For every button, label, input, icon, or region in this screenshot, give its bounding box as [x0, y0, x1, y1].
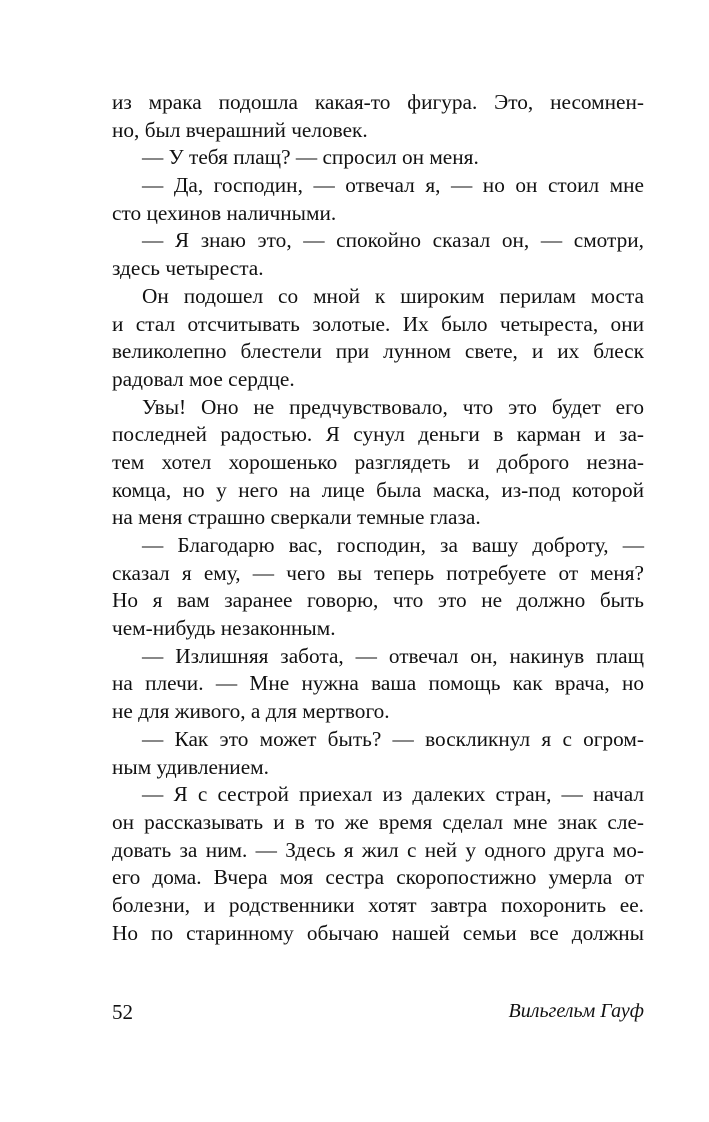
text-line: радовал мое сердце.: [112, 366, 295, 391]
text-line: но, был вчерашний человек.: [112, 117, 368, 142]
text-line: на меня страшно сверкали темные глаза.: [112, 505, 481, 530]
text-line: сказал я ему, — чего вы теперь потребуете от меня?: [112, 560, 644, 585]
text-line: — Я с сестрой приехал из далеких стран, — начал: [142, 782, 644, 807]
text-line: сто цехинов наличными.: [112, 200, 337, 225]
running-head-author: Вильгельм Гауф: [508, 1000, 644, 1022]
text-line: последней радостью. Я сунул деньги в карман и за-: [112, 422, 644, 447]
page-number: 52: [112, 1000, 133, 1024]
text-line: — Излишняя забота, — отвечал он, накинув плащ: [142, 643, 644, 668]
text-line: — Как это может быть? — воскликнул я с огром-: [142, 726, 644, 751]
text-line: на плечи. — Мне нужна ваша помощь как врача, но: [112, 671, 644, 696]
text-line: чем-нибудь незаконным.: [112, 616, 336, 641]
text-line: и стал отсчитывать золотые. Их было четыреста, они: [112, 311, 644, 336]
text-line: — Я знаю это, — спокойно сказал он, — смотри,: [142, 228, 644, 253]
text-line: его дома. Вчера моя сестра скоропостижно умерла от: [112, 865, 644, 890]
text-line: — Благодарю вас, господин, за вашу доброту, —: [142, 533, 644, 557]
text-line: великолепно блестели при лунном свете, и их блеск: [112, 339, 644, 364]
text-line: из мрака подошла какая-то фигура. Это, несомнен-: [112, 90, 644, 114]
text-line: ным удивлением.: [112, 754, 269, 779]
text-line: здесь четыреста.: [112, 256, 264, 281]
text-line: Он подошел со мной к широким перилам моста: [142, 283, 644, 308]
text-line: он рассказывать и в то же время сделал мне знак сле-: [112, 809, 644, 834]
text-line: комца, но у него на лице была маска, из-под которой: [112, 477, 644, 502]
text-line: болезни, и родственники хотят завтра похоронить ее.: [112, 892, 644, 917]
text-line: Увы! Оно не предчувствовало, что это будет его: [142, 394, 644, 419]
text-line: тем хотел хорошенько разглядеть и доброго незна-: [112, 449, 644, 474]
text-line: довать за ним. — Здесь я жил с ней у одного друга мо-: [112, 837, 644, 862]
text-line: Но я вам заранее говорю, что это не должно быть: [112, 588, 644, 613]
text-line: не для живого, а для мертвого.: [112, 699, 390, 724]
text-line: — Да, господин, — отвечал я, — но он стоил мне: [142, 173, 644, 198]
text-line: — У тебя плащ? — спросил он меня.: [142, 145, 479, 170]
page-body-text: [112, 89, 644, 947]
text-line: Но по старинному обычаю нашей семьи все должны: [112, 920, 644, 945]
page-footer: [112, 1000, 644, 1028]
